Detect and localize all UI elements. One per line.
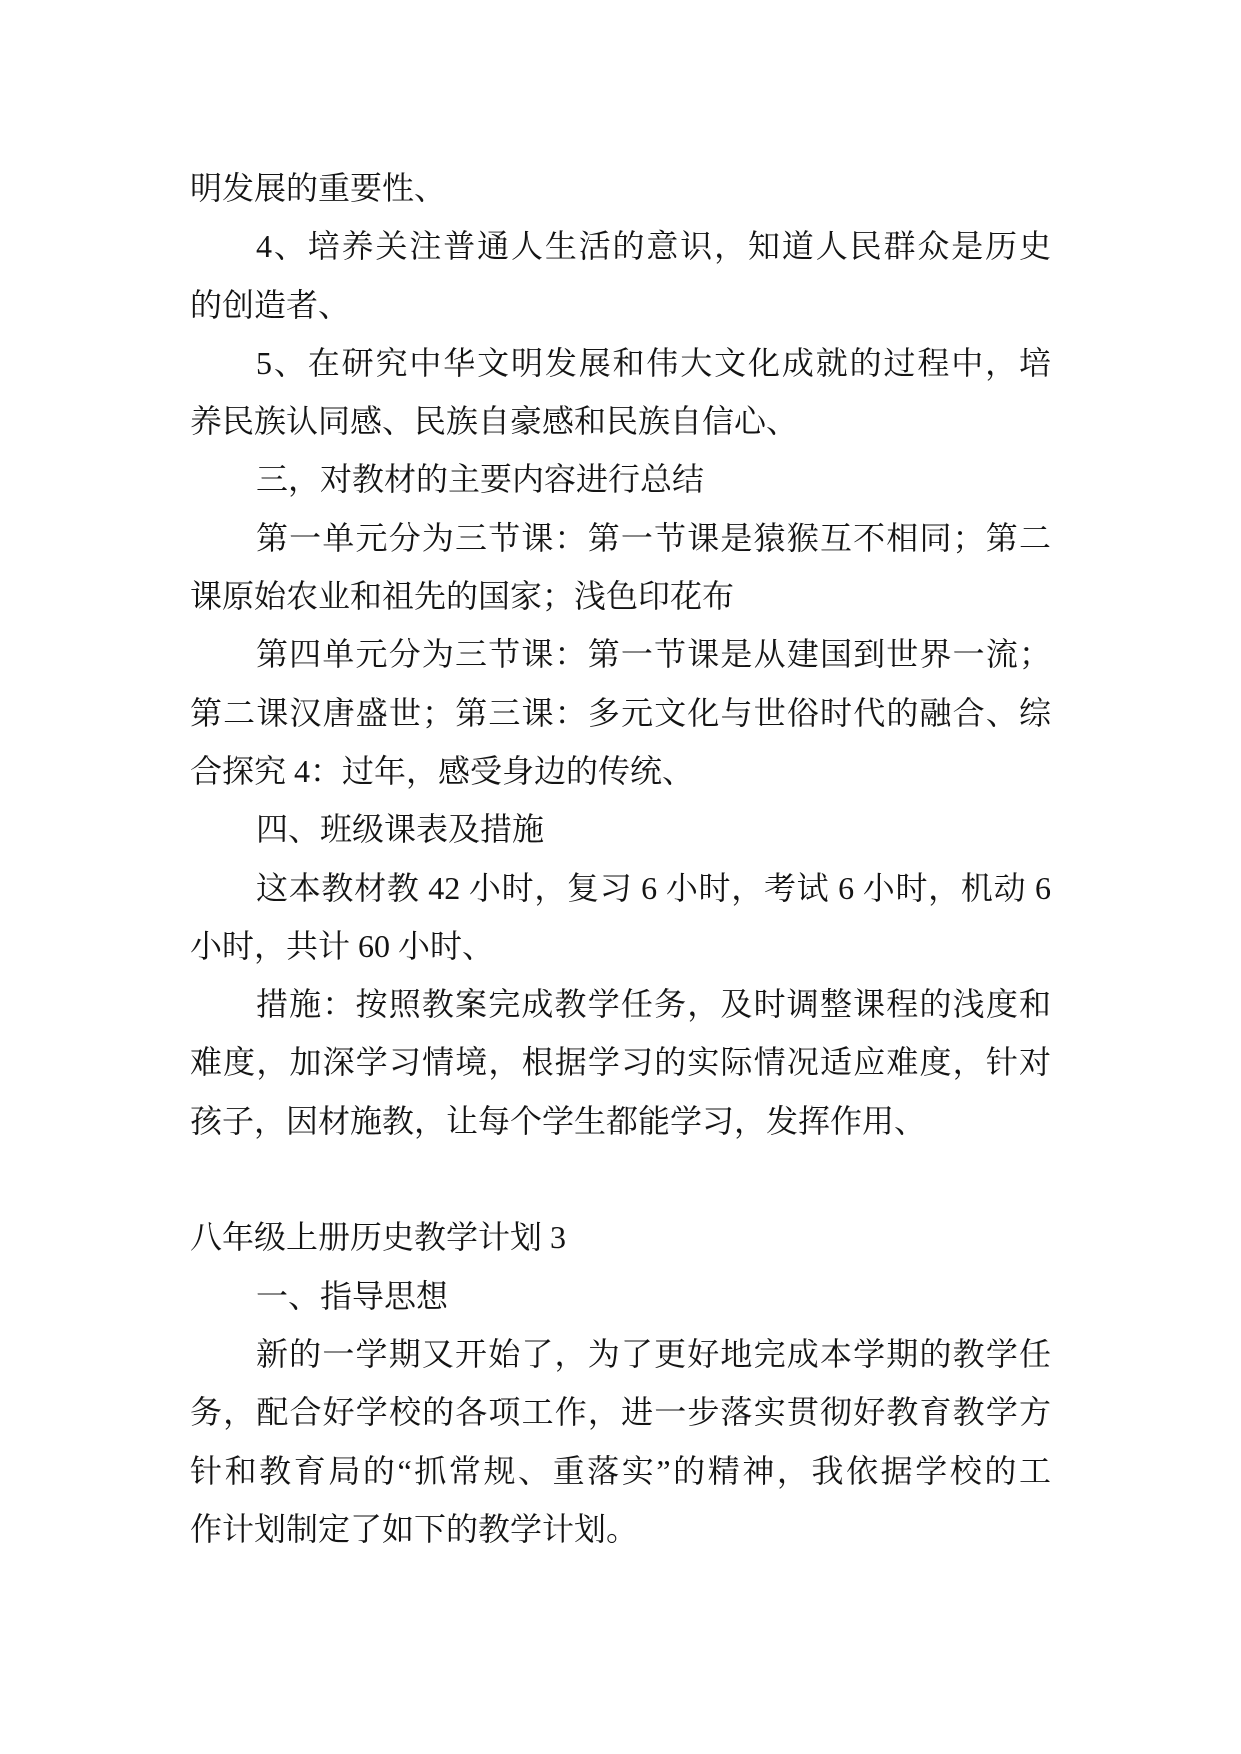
- text-line: 措施：按照教案完成教学任务，及时调整课程的浅度和: [256, 986, 1051, 1023]
- text-line: 第二课汉唐盛世；第三课：多元文化与世俗时代的融合、综: [190, 694, 1051, 731]
- paragraph: [190, 509, 1051, 626]
- text-line: 作计划制定了如下的教学计划。: [190, 1510, 639, 1547]
- text-line: 合探究 4：过年，感受身边的传统、: [190, 752, 695, 789]
- document-title: [190, 1208, 1051, 1266]
- paragraph: [190, 159, 1051, 217]
- text-line: 新的一学期又开始了，为了更好地完成本学期的教学任: [256, 1335, 1051, 1372]
- section-title: 八年级上册历史教学计划 3: [190, 1219, 567, 1256]
- text-line: 孩子，因材施教，让每个学生都能学习，发挥作用、: [190, 1102, 927, 1139]
- text-line: 课原始农业和祖先的国家；浅色印花布: [190, 578, 735, 615]
- text-line: 5、在研究中华文明发展和伟大文化成就的过程中，培: [256, 344, 1051, 381]
- text-line: 难度，加深学习情境，根据学习的实际情况适应难度，针对: [190, 1044, 1051, 1081]
- paragraph: [190, 625, 1051, 800]
- paragraph: [190, 975, 1051, 1150]
- text-line: 四、班级课表及措施: [256, 811, 545, 848]
- document-body: [190, 159, 1051, 1558]
- blank-line: [190, 1150, 1051, 1208]
- text-line: 务，配合好学校的各项工作，进一步落实贯彻好教育教学方: [190, 1394, 1051, 1431]
- text-line: 的创造者、: [190, 286, 351, 323]
- text-line: 养民族认同感、民族自豪感和民族自信心、: [190, 403, 799, 440]
- text-line: 一、指导思想: [256, 1277, 449, 1314]
- section-heading: [190, 450, 1051, 508]
- text-line: 第一单元分为三节课：第一节课是猿猴互不相同；第二: [256, 519, 1051, 556]
- paragraph: [190, 1325, 1051, 1558]
- paragraph: [190, 217, 1051, 334]
- text-line: 4、培养关注普通人生活的意识，知道人民群众是历史: [256, 228, 1051, 265]
- text-line: 小时，共计 60 小时、: [190, 927, 495, 964]
- text-line: 针和教育局的“抓常规、重落实”的精神，我依据学校的工: [190, 1452, 1051, 1489]
- text-line: 三，对教材的主要内容进行总结: [256, 461, 705, 498]
- section-heading: [190, 800, 1051, 858]
- paragraph: [190, 334, 1051, 451]
- text-line: 第四单元分为三节课：第一节课是从建国到世界一流；: [256, 636, 1051, 673]
- text-line: 明发展的重要性、: [190, 170, 447, 206]
- section-heading: [190, 1267, 1051, 1325]
- paragraph: [190, 859, 1051, 976]
- text-line: 这本教材教 42 小时，复习 6 小时，考试 6 小时，机动 6: [256, 869, 1051, 906]
